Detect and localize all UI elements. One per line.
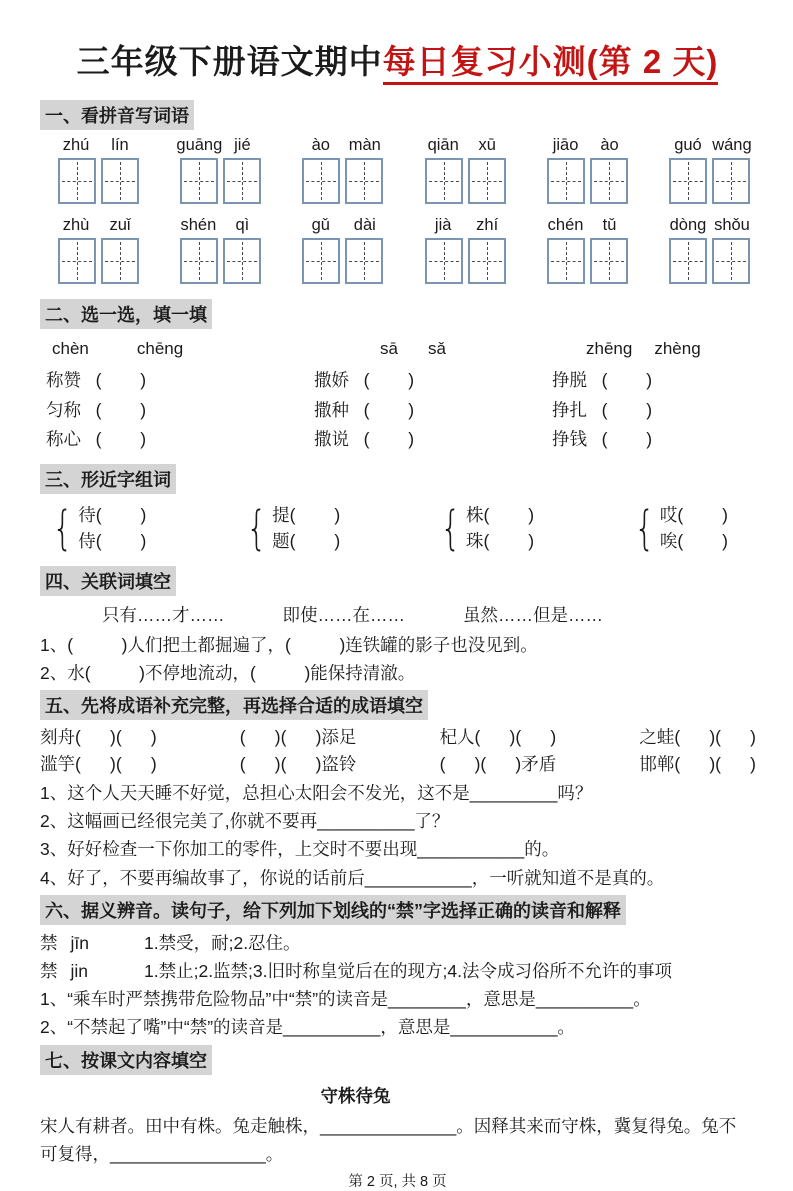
writing-grid-box bbox=[590, 158, 628, 204]
pinyin-label: chén tǔ bbox=[547, 216, 617, 234]
definition-char: 禁 bbox=[40, 932, 58, 953]
idiom-fragment: 邯郸( )( ) bbox=[639, 754, 756, 775]
writing-grid-box bbox=[180, 158, 218, 204]
page-number: 第 2 页, 共 8 页 bbox=[348, 1173, 447, 1190]
definition-pinyin: jīn bbox=[70, 932, 89, 953]
section-1-header: 一、看拼音写词语 bbox=[40, 100, 194, 130]
character-pair-group bbox=[48, 502, 146, 555]
passage-title: 守株待兔 bbox=[320, 1085, 391, 1106]
brace-icon: { bbox=[246, 501, 267, 556]
writing-grid-box bbox=[468, 158, 506, 204]
character-pair-group bbox=[630, 502, 728, 555]
idiom-sentence: 2、这幅画已经很完美了,你就不要再__________了？ bbox=[40, 810, 450, 831]
choose-fill-table bbox=[46, 335, 755, 455]
idiom-fragment: ( )( )盗铃 bbox=[239, 754, 357, 775]
writing-grid-box bbox=[101, 238, 139, 284]
pronunciation-definition bbox=[40, 957, 755, 985]
section-6-header: 六、据义辨音。读句子，给下列加下划线的“禁”字选择正确的读音和解释 bbox=[40, 895, 626, 925]
word-blank: 挣脱 ( ) bbox=[552, 369, 653, 390]
brace-icon: { bbox=[52, 501, 73, 556]
character-pair-group bbox=[242, 502, 340, 555]
writing-grid-box bbox=[180, 238, 218, 284]
pinyin-label: jiāo ào bbox=[552, 136, 619, 154]
writing-grid-box bbox=[58, 158, 96, 204]
pinyin-label: qiān xū bbox=[427, 136, 496, 154]
char-blank: 题( ) bbox=[272, 531, 341, 552]
pinyin-pair bbox=[54, 216, 142, 284]
writing-grid-box bbox=[302, 158, 340, 204]
writing-grid-box bbox=[712, 238, 750, 284]
pinyin-label: dòng shǒu bbox=[669, 216, 750, 234]
writing-grid-box bbox=[669, 158, 707, 204]
writing-grid-box bbox=[345, 238, 383, 284]
idiom-fragment: 刻舟( )( ) bbox=[40, 727, 157, 748]
pinyin-label: zhù zuǐ bbox=[62, 216, 131, 234]
pinyin-pair bbox=[421, 136, 509, 204]
writing-grid-box bbox=[223, 238, 261, 284]
writing-grid-box bbox=[345, 158, 383, 204]
pinyin-options: sā sǎ bbox=[380, 339, 446, 358]
pinyin-label: ào màn bbox=[311, 136, 381, 154]
word-blank: 称心 ( ) bbox=[46, 429, 147, 450]
word-blank: 挣扎 ( ) bbox=[552, 399, 653, 420]
pinyin-options: zhēng zhèng bbox=[586, 339, 701, 358]
definition-pinyin: jin bbox=[70, 960, 89, 981]
pinyin-pair bbox=[544, 216, 632, 284]
fill-sentence: 2、水( )不停地流动，( )能保持清澈。 bbox=[40, 662, 416, 683]
pinyin-label: guāng jié bbox=[176, 136, 251, 154]
page-title bbox=[40, 36, 755, 83]
section-4-header: 四、关联词填空 bbox=[40, 566, 176, 596]
char-blank: 珠( ) bbox=[466, 531, 535, 552]
char-blank: 待( ) bbox=[78, 505, 147, 526]
idiom-fragment: ( )( )矛盾 bbox=[439, 754, 557, 775]
char-blank: 株( ) bbox=[466, 505, 535, 526]
character-pair-group bbox=[436, 502, 534, 555]
writing-grid-box bbox=[223, 158, 261, 204]
idiom-sentence: 1、这个人天天睡不好觉，总担心太阳会不发光，这不是_________吗？ bbox=[40, 782, 593, 803]
idiom-sentence: 3、好好检查一下你加工的零件，上交时不要出现___________的。 bbox=[40, 839, 560, 860]
idiom-sentence: 4、好了，不要再编故事了，你说的话前后___________，一听就知道不是真的。 bbox=[40, 867, 665, 888]
char-blank: 提( ) bbox=[272, 505, 341, 526]
pronunciation-question: 1、“乘车时严禁携带危险物品”中“禁”的读音是________，意思是__________。 bbox=[40, 988, 651, 1009]
pinyin-pair bbox=[54, 136, 142, 204]
title-course: 三年级下册语文期中 bbox=[76, 43, 383, 80]
pinyin-pair bbox=[666, 136, 754, 204]
idiom-row bbox=[40, 724, 756, 751]
writing-grid-box bbox=[590, 238, 628, 284]
idiom-fragment: ( )( )添足 bbox=[239, 727, 357, 748]
conjunction-option: 即使……在…… bbox=[282, 604, 405, 625]
conjunction-options bbox=[102, 602, 755, 627]
word-blank: 撒娇 ( ) bbox=[314, 369, 415, 390]
writing-grid-box bbox=[425, 158, 463, 204]
writing-grid-box bbox=[468, 238, 506, 284]
pinyin-pair bbox=[176, 216, 264, 284]
pinyin-options: chèn chēng bbox=[52, 339, 184, 358]
word-blank: 挣钱 ( ) bbox=[552, 429, 653, 450]
writing-grid-box bbox=[547, 158, 585, 204]
conjunction-option: 只有……才…… bbox=[102, 604, 225, 625]
pinyin-label: gǔ dài bbox=[311, 216, 376, 234]
passage-body: 宋人有耕者。田中有株。兔走触株，______________。因释其来而守株，冀复得兔。兔不可复得，________________。 bbox=[40, 1115, 737, 1164]
similar-characters-row bbox=[48, 502, 728, 555]
conjunction-option: 虽然……但是…… bbox=[463, 604, 603, 625]
pinyin-pair bbox=[299, 216, 387, 284]
writing-grid-box bbox=[547, 238, 585, 284]
definition-char: 禁 bbox=[40, 960, 58, 981]
char-blank: 唉( ) bbox=[659, 531, 728, 552]
word-blank: 匀称 ( ) bbox=[46, 399, 147, 420]
definition-text: 1.禁止;2.监禁;3.旧时称皇觉后在的现方;4.法令成习俗所不允许的事项 bbox=[144, 960, 672, 981]
pronunciation-question: 2、“不禁起了嘴”中“禁”的读音是__________，意思是___________。 bbox=[40, 1017, 575, 1038]
writing-grid-box bbox=[58, 238, 96, 284]
idiom-fragment: 之蛙( )( ) bbox=[639, 727, 756, 748]
pinyin-label: jià zhí bbox=[434, 216, 499, 234]
pronunciation-definition bbox=[40, 929, 755, 957]
brace-icon: { bbox=[440, 501, 461, 556]
writing-grid-box bbox=[302, 238, 340, 284]
pinyin-pair bbox=[666, 216, 754, 284]
section-2-header: 二、选一选，填一填 bbox=[40, 299, 212, 329]
section-5-header: 五、先将成语补充完整，再选择合适的成语填空 bbox=[40, 690, 428, 720]
word-blank: 撒说 ( ) bbox=[314, 429, 415, 450]
brace-icon: { bbox=[634, 501, 655, 556]
writing-grid-box bbox=[669, 238, 707, 284]
choose-column-chen bbox=[46, 335, 314, 455]
section-3-header: 三、形近字组词 bbox=[40, 464, 176, 494]
idiom-fragment: 杞人( )( ) bbox=[439, 727, 557, 748]
char-blank: 哎( ) bbox=[659, 505, 728, 526]
writing-grid-box bbox=[712, 158, 750, 204]
pinyin-pair bbox=[176, 136, 264, 204]
idiom-fragment: 滥竽( )( ) bbox=[40, 754, 157, 775]
pinyin-pair bbox=[421, 216, 509, 284]
writing-grid-box bbox=[425, 238, 463, 284]
writing-grid-box bbox=[101, 158, 139, 204]
idiom-row bbox=[40, 751, 756, 778]
definition-text: 1.禁受，耐;2.忍住。 bbox=[144, 932, 301, 953]
fill-sentence: 1、( )人们把土都掘遍了，( )连铁罐的影子也没见到。 bbox=[40, 634, 538, 655]
choose-column-zheng bbox=[552, 335, 701, 455]
pinyin-pair bbox=[544, 136, 632, 204]
title-quiz-day: 每日复习小测(第 2 天) bbox=[383, 43, 719, 85]
pinyin-label: guó wáng bbox=[674, 136, 752, 154]
pinyin-label: zhú lín bbox=[62, 136, 129, 154]
pinyin-row-2 bbox=[54, 216, 754, 284]
word-blank: 撒种 ( ) bbox=[314, 399, 415, 420]
pinyin-label: shén qì bbox=[180, 216, 250, 234]
choose-column-sa bbox=[314, 335, 552, 455]
word-blank: 称赞 ( ) bbox=[46, 369, 147, 390]
pinyin-row-1 bbox=[54, 136, 754, 204]
pinyin-pair bbox=[299, 136, 387, 204]
char-blank: 侍( ) bbox=[78, 531, 147, 552]
section-7-header: 七、按课文内容填空 bbox=[40, 1045, 212, 1075]
